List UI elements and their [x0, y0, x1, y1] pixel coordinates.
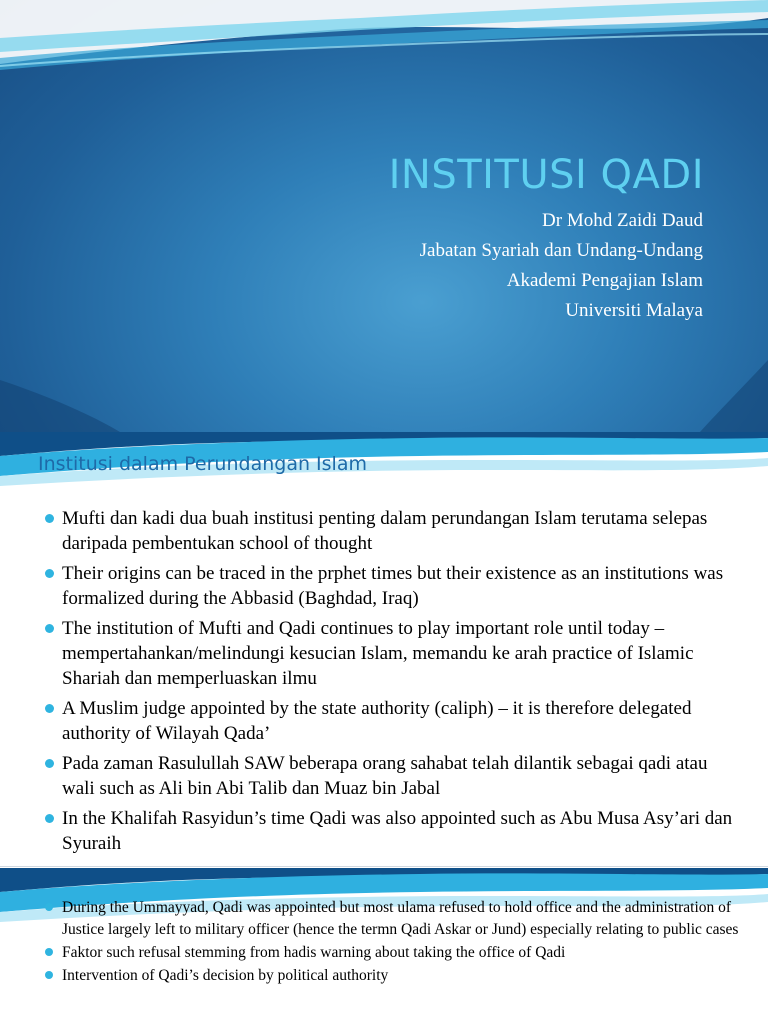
bullet-icon: [45, 903, 53, 911]
slide-divider: [0, 866, 768, 867]
university: Universiti Malaya: [565, 300, 703, 321]
author-info: [420, 206, 703, 326]
bullet-icon: [45, 814, 54, 823]
bullet-icon: [45, 759, 54, 768]
academy: Akademi Pengajian Islam: [506, 270, 703, 291]
slide3-bullet-list: [45, 897, 755, 988]
slide2-title: Institusi dalam Perundangan Islam: [38, 453, 367, 475]
list-item: Intervention of Qadi’s decision by political authority: [45, 965, 755, 987]
list-item: A Muslim judge appointed by the state authority (caliph) – it is therefore delegated authority of Wilayah Qada’: [45, 696, 735, 746]
list-item: Faktor such refusal stemming from hadis warning about taking the office of Qadi: [45, 942, 755, 964]
bullet-icon: [45, 624, 54, 633]
list-item: Pada zaman Rasulullah SAW beberapa orang sahabat telah dilantik sebagai qadi atau wali such as Ali bin Abi Talib dan Muaz bin Jabal: [45, 751, 735, 801]
bullet-icon: [45, 514, 54, 523]
bullet-icon: [45, 948, 53, 956]
department: Jabatan Syariah dan Undang-Undang: [419, 240, 703, 261]
author-name: Dr Mohd Zaidi Daud: [542, 210, 703, 231]
slide-title: INSTITUSI QADI: [388, 152, 704, 198]
list-item: Their origins can be traced in the prphet times but their existence as an institutions was formalized during the Abbasid (Baghdad, Iraq): [45, 561, 735, 611]
title-slide: [0, 0, 768, 432]
bullet-icon: [45, 971, 53, 979]
list-item: Mufti dan kadi dua buah institusi penting dalam perundangan Islam terutama selepas daripada pembentukan school of thought: [45, 506, 735, 556]
bullet-icon: [45, 569, 54, 578]
slide2-bullet-list: [45, 506, 735, 861]
list-item: The institution of Mufti and Qadi continues to play important role until today – mempertahankan/melindungi kesucian Islam, memandu ke arah practice of Islamic Shariah dan memperluaskan ilmu: [45, 616, 735, 691]
list-item: During the Ummayyad, Qadi was appointed but most ulama refused to hold office and the administration of Justice largely left to military officer (hence the termn Qadi Askar or Jund) especially relating to public cases: [45, 897, 755, 941]
bullet-icon: [45, 704, 54, 713]
list-item: In the Khalifah Rasyidun’s time Qadi was also appointed such as Abu Musa Asy’ari dan Syuraih: [45, 806, 735, 856]
